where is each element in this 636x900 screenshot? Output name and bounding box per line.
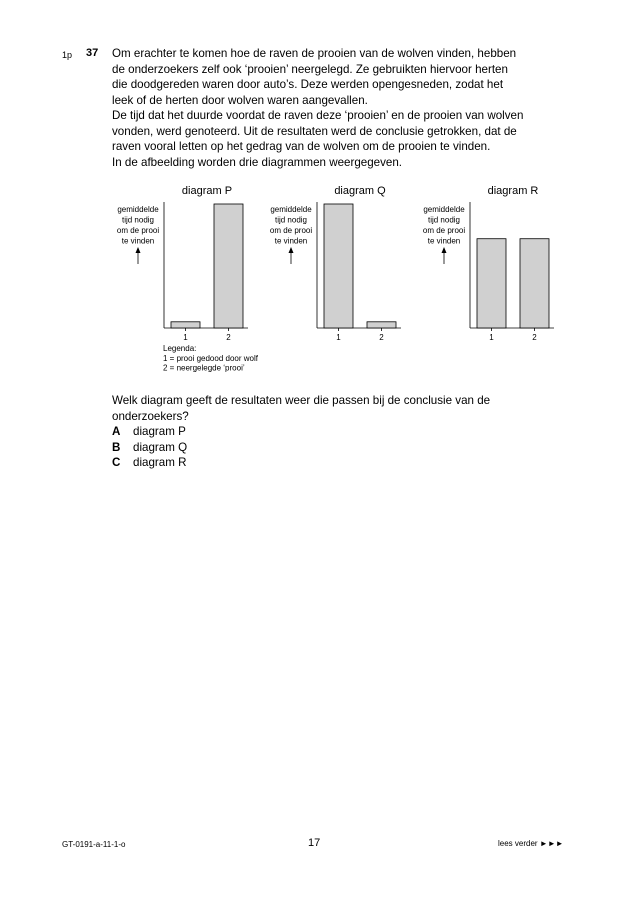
y-axis-label: om de prooi xyxy=(422,226,466,235)
x-tick-label: 1 xyxy=(183,333,188,342)
option-letter: A xyxy=(112,425,121,438)
y-axis-label: gemiddelde xyxy=(117,205,159,214)
question-line: leek of de herten door wolven waren aangevallen. xyxy=(112,93,368,107)
next-page-indicator: lees verder ►►► xyxy=(498,839,564,848)
chart-title: diagram Q xyxy=(334,185,386,197)
y-axis-label: tijd nodig xyxy=(427,215,461,225)
legend-title: Legenda: xyxy=(163,344,197,353)
chart-title: diagram P xyxy=(181,185,233,197)
option-a[interactable] xyxy=(112,424,187,440)
y-axis-arrow-head xyxy=(289,247,294,253)
x-tick-label: 2 xyxy=(379,333,384,342)
option-text: diagram R xyxy=(133,456,187,469)
question-line: de onderzoekers zelf ook ‘prooien’ neergelegd. Ze gebruikten hiervoor herten xyxy=(112,62,508,76)
question-line: die doodgereden waren door auto’s. Deze werden opengesneden, zodat het xyxy=(112,78,504,91)
legend-item: 2 = neergelegde ‘prooi’ xyxy=(163,363,245,373)
answer-options xyxy=(112,424,187,471)
question-text xyxy=(112,46,582,170)
prompt-line: onderzoekers? xyxy=(112,409,189,423)
bar xyxy=(214,204,243,328)
question-line: raven vooral letten op het gedrag van de wolven om de prooien te vinden. xyxy=(112,140,491,153)
y-axis-label: te vinden xyxy=(427,236,461,246)
option-b[interactable] xyxy=(112,440,187,456)
bar xyxy=(324,204,353,328)
points-label: 1p xyxy=(62,50,73,60)
x-tick-label: 2 xyxy=(532,333,537,342)
bar xyxy=(520,239,549,328)
option-text: diagram Q xyxy=(133,440,188,454)
legend-item: 1 = prooi gedood door wolf xyxy=(163,354,258,363)
y-axis-label: te vinden xyxy=(121,236,155,246)
diagrams-svg xyxy=(100,182,560,382)
y-axis-label: om de prooi xyxy=(269,226,313,235)
page-number: 17 xyxy=(308,837,321,849)
diagrams-figure xyxy=(100,182,560,382)
bar xyxy=(171,322,200,328)
x-tick-label: 1 xyxy=(489,333,494,342)
option-text: diagram P xyxy=(133,425,186,438)
y-axis-arrow-head xyxy=(442,247,447,253)
bar xyxy=(367,322,396,328)
chart-title: diagram R xyxy=(487,185,539,197)
question-line: De tijd dat het duurde voordat de raven deze ‘prooien’ en de prooien van wolven xyxy=(112,109,524,122)
option-letter: C xyxy=(112,456,121,469)
y-axis-label: gemiddelde xyxy=(423,205,465,214)
x-tick-label: 2 xyxy=(226,333,231,342)
question-line: vonden, werd genoteerd. Uit de resultaten werd de conclusie getrokken, dat de xyxy=(112,124,517,138)
question-line: In de afbeelding worden drie diagrammen weergegeven. xyxy=(112,155,403,169)
y-axis-label: tijd nodig xyxy=(121,215,155,225)
y-axis-label: gemiddelde xyxy=(270,205,312,214)
prompt-text xyxy=(112,393,572,424)
bar xyxy=(477,239,506,328)
y-axis-arrow-head xyxy=(136,247,141,253)
y-axis-label: om de prooi xyxy=(116,226,160,235)
y-axis-label: te vinden xyxy=(274,236,308,246)
question-line: Om erachter te komen hoe de raven de prooien van de wolven vinden, hebben xyxy=(112,47,517,60)
y-axis-label: tijd nodig xyxy=(274,215,308,225)
x-tick-label: 1 xyxy=(336,333,341,342)
prompt-line: Welk diagram geeft de resultaten weer die passen bij de conclusie van de xyxy=(112,394,491,407)
footer-code: GT-0191-a-11-1-o xyxy=(62,840,126,849)
option-letter: B xyxy=(112,440,121,454)
question-number: 37 xyxy=(86,47,99,59)
option-c[interactable] xyxy=(112,455,187,471)
